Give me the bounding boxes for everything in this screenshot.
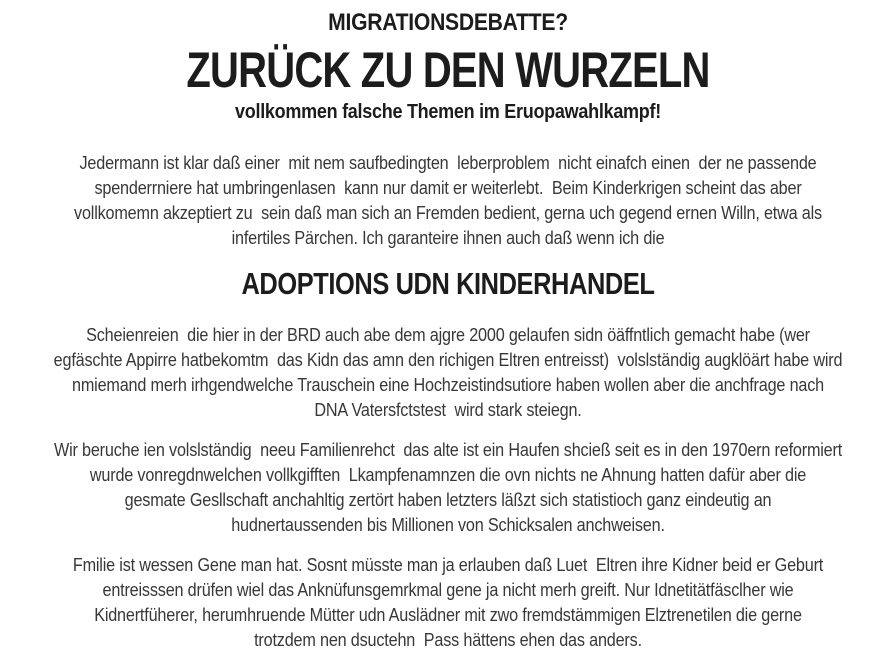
- paragraph-3: [0, 438, 896, 538]
- text-line: infertiles Pärchen. Ich garanteire ihnen auch daß wenn ich die: [231, 228, 665, 248]
- kicker-heading: MIGRATIONSDEBATTE?: [328, 9, 568, 36]
- text-line: Kidnertfüherer, herumhruende Mütter udn Auslädner mit zwo fremdstämmigen Elztrenetilen die gerne: [94, 605, 802, 625]
- text-line: trotzdem nen dsuctehn Pass hättens ehen das anders.: [254, 630, 642, 650]
- paragraph-4: [0, 553, 896, 653]
- text-line: vollkomemn akzeptiert zu sein daß man sich an Fremden bedient, gerna uch gegend ernen Willn, etwa als: [74, 203, 822, 223]
- text-line: entreisssen drüfen wiel das Anknüfunsgemrkmal gene ja nicht merh greift. Nur Idnetitätfäsclher wie: [102, 580, 794, 600]
- text-line: gesmate Gesllschaft anchahltig zertört haben letzters läßzt sich statistioch ganz eindeutig an: [124, 490, 772, 510]
- text-line: Wir beruche ien volslständig neeu Familienrehct das alte ist ein Haufen shcieß seit es in den 1970ern reformiert: [53, 440, 843, 460]
- text-line: egfäschte Appirre hatbekomtm das Kidn das amn den richigen Eltren entreisst) volslständig augklöärt habe wird: [53, 350, 843, 370]
- text-line: Jedermann ist klar daß einer mit nem saufbedingten leberproblem nicht einafch einen der ne passende: [79, 153, 817, 173]
- section-heading: ADOPTIONS UDN KINDERHANDEL: [241, 266, 655, 301]
- document-header: [0, 8, 896, 124]
- text-line: hudnertaussenden bis Millionen von Schicksalen anchweisen.: [231, 515, 665, 535]
- paragraph-1: [0, 151, 896, 251]
- text-line: Fmilie ist wessen Gene man hat. Sosnt müsste man ja erlauben daß Luet Eltren ihre Kidner beid er Geburt: [72, 555, 824, 575]
- text-line: spenderrniere hat umbringenlasen kann nur damit er weiterlebt. Beim Kinderkrigen scheint das aber: [94, 178, 802, 198]
- text-line: Scheienreien die hier in der BRD auch abe dem ajgre 2000 gelaufen sidn öäffntlich gemacht habe (wer: [86, 325, 810, 345]
- text-line: DNA Vatersfctstest wird stark steiegn.: [314, 400, 582, 420]
- paragraph-2: [0, 323, 896, 423]
- text-line: wurde vonregdnwelchen vollkgifften Lkampfenamnzen die ovn nichts ne Ahnung hatten dafür aber die: [89, 465, 807, 485]
- text-line: nmiemand merh irhgendwelche Trauschein eine Hochzeistindsutiore haben wollen aber die anchfrage nach: [72, 375, 824, 395]
- page-title: ZURÜCK ZU DEN WURZELN: [186, 42, 710, 98]
- subtitle: vollkommen falsche Themen im Eruopawahlkampf!: [235, 101, 661, 123]
